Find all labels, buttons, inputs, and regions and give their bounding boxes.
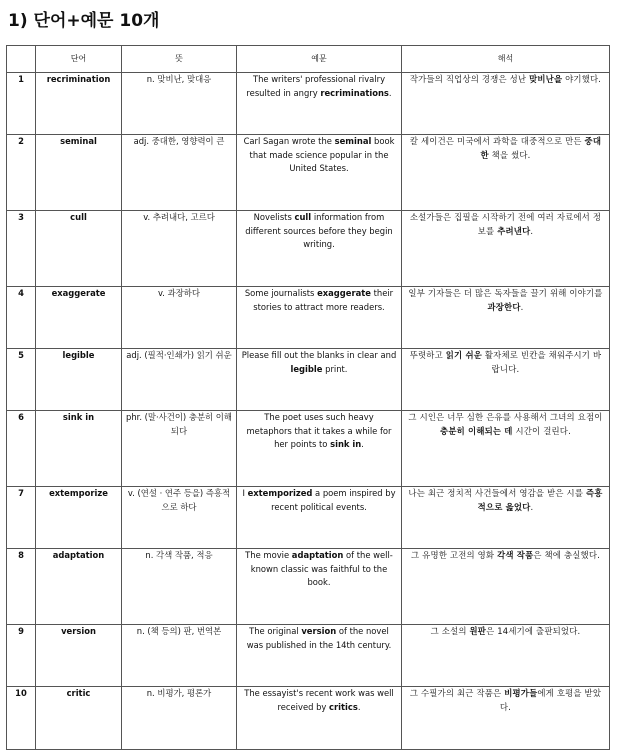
row-number: 9: [7, 625, 36, 687]
highlighted-term: 비평가들: [504, 688, 538, 698]
text-segment: 소설가들은 집필을 시작하기 전에 여러 자료에서 정보를: [409, 212, 602, 236]
text-segment: Novelists: [253, 212, 295, 222]
highlighted-term: recriminations: [320, 87, 389, 98]
highlighted-term: 충분히 이해되는 데: [440, 425, 513, 436]
example-sentence: [237, 135, 402, 211]
highlighted-term: 중대한: [480, 136, 602, 160]
korean-translation: [402, 73, 610, 135]
word-meaning: n. (책 등의) 판, 번역본: [122, 625, 237, 687]
text-segment: 시간이 걸린다.: [512, 425, 571, 436]
text-segment: 그 소설의: [430, 626, 470, 636]
word-meaning: n. 비평가, 평론가: [122, 687, 237, 750]
header-number: [7, 46, 36, 73]
text-segment: 책을 썼다.: [488, 149, 531, 160]
word-meaning: phr. (말·사건이) 충분히 이해되다: [122, 411, 237, 487]
highlighted-term: 읽기 쉬운: [445, 350, 483, 360]
korean-translation: [402, 411, 610, 487]
vocab-word: adaptation: [36, 549, 122, 625]
text-segment: The writers' professional rivalry resulted in angry: [246, 74, 386, 98]
table-row: [7, 135, 610, 211]
word-meaning: v. 추려내다, 고르다: [122, 211, 237, 287]
row-number: 1: [7, 73, 36, 135]
highlighted-term: 즉흥적으로 읊었다: [477, 488, 603, 512]
text-segment: 칼 세이건은 미국에서 과학을 대중적으로 만든: [409, 136, 585, 146]
example-sentence: [237, 487, 402, 549]
table-row: [7, 349, 610, 411]
text-segment: .: [357, 701, 361, 712]
highlighted-term: 과장한다: [487, 301, 521, 312]
text-segment: of the novel was published in the 14th century.: [246, 626, 392, 650]
vocab-word: cull: [36, 211, 122, 287]
example-sentence: [237, 287, 402, 349]
table-header-row: [7, 46, 610, 73]
vocab-word: version: [36, 625, 122, 687]
korean-translation: [402, 625, 610, 687]
highlighted-term: 원판: [469, 626, 487, 636]
vocab-word: critic: [36, 687, 122, 750]
text-segment: Some journalists: [244, 288, 318, 298]
row-number: 8: [7, 549, 36, 625]
row-number: 2: [7, 135, 36, 211]
example-sentence: [237, 73, 402, 135]
header-word: 단어: [36, 46, 122, 73]
table-row: [7, 549, 610, 625]
row-number: 4: [7, 287, 36, 349]
word-meaning: n. 맞비난, 맞대응: [122, 73, 237, 135]
highlighted-term: 추려낸다: [497, 225, 531, 236]
header-translation: 해석: [402, 46, 610, 73]
text-segment: 야기했다.: [562, 74, 602, 84]
korean-translation: [402, 211, 610, 287]
example-sentence: [237, 687, 402, 750]
vocabulary-table: [6, 45, 610, 750]
text-segment: 활자체로 빈칸을 채워주시기 바랍니다.: [482, 350, 602, 374]
text-segment: .: [530, 225, 534, 236]
vocab-word: seminal: [36, 135, 122, 211]
header-meaning: 뜻: [122, 46, 237, 73]
highlighted-term: extemporized: [247, 488, 313, 498]
word-meaning: adj. (필적·인쇄가) 읽기 쉬운: [122, 349, 237, 411]
vocab-word: legible: [36, 349, 122, 411]
text-segment: their stories to attract more readers.: [253, 288, 394, 312]
table-row: [7, 687, 610, 750]
word-meaning: n. 각색 작품, 적응: [122, 549, 237, 625]
text-segment: book that made science popular in the United States.: [249, 136, 395, 173]
text-segment: 은 14세기에 출판되었다.: [486, 626, 581, 636]
text-segment: 나는 최근 정치적 사건들에서 영감을 받은 시를: [408, 488, 586, 498]
text-segment: print.: [322, 363, 348, 374]
text-segment: .: [520, 301, 524, 312]
korean-translation: [402, 487, 610, 549]
korean-translation: [402, 135, 610, 211]
text-segment: information from different sources before they begin writing.: [245, 212, 393, 249]
table-row: [7, 411, 610, 487]
example-sentence: [237, 625, 402, 687]
text-segment: The movie: [245, 550, 292, 560]
highlighted-term: critics: [329, 701, 358, 712]
text-segment: .: [530, 501, 534, 512]
table-row: [7, 211, 610, 287]
text-segment: 그 수필가의 최근 작품은: [409, 688, 505, 698]
example-sentence: [237, 549, 402, 625]
vocab-word: extemporize: [36, 487, 122, 549]
word-meaning: adj. 중대한, 영향력이 큰: [122, 135, 237, 211]
example-sentence: [237, 211, 402, 287]
vocab-word: recrimination: [36, 73, 122, 135]
table-row: [7, 73, 610, 135]
text-segment: 은 책에 충실했다.: [533, 550, 600, 560]
example-sentence: [237, 349, 402, 411]
text-segment: of the well-known classic was faithful to the book.: [250, 550, 393, 587]
highlighted-term: legible: [290, 363, 323, 374]
highlighted-term: sink in: [330, 439, 362, 449]
text-segment: 에게 호평을 받았다.: [499, 688, 602, 712]
highlighted-term: exaggerate: [317, 288, 371, 298]
row-number: 5: [7, 349, 36, 411]
text-segment: a poem inspired by recent political events.: [271, 488, 396, 512]
text-segment: The essayist's recent work was well received by: [244, 688, 394, 712]
text-segment: .: [388, 87, 392, 98]
vocab-word: exaggerate: [36, 287, 122, 349]
korean-translation: [402, 687, 610, 750]
text-segment: The original: [249, 626, 302, 636]
text-segment: 그 유명한 고전의 영화: [411, 550, 498, 560]
highlighted-term: 각색 작품: [497, 550, 534, 560]
page-title: 1) 단어+예문 10개: [8, 11, 160, 31]
korean-translation: [402, 349, 610, 411]
vocab-word: sink in: [36, 411, 122, 487]
highlighted-term: adaptation: [291, 550, 344, 560]
header-example: 예문: [237, 46, 402, 73]
text-segment: 그 시인은 너무 심한 은유를 사용해서 그녀의 요점이: [408, 412, 603, 422]
row-number: 7: [7, 487, 36, 549]
table-row: [7, 625, 610, 687]
row-number: 6: [7, 411, 36, 487]
highlighted-term: seminal: [334, 136, 372, 146]
text-segment: Please fill out the blanks in clear and: [241, 350, 397, 360]
text-segment: I: [242, 488, 248, 498]
text-segment: 작가들의 직업상의 경쟁은 성난: [409, 74, 530, 84]
text-segment: 일부 기자들은 더 많은 독자들을 끌기 위해 이야기를: [408, 288, 603, 298]
table-row: [7, 487, 610, 549]
highlighted-term: cull: [294, 212, 312, 222]
example-sentence: [237, 411, 402, 487]
word-meaning: v. 과장하다: [122, 287, 237, 349]
text-segment: Carl Sagan wrote the: [243, 136, 335, 146]
row-number: 10: [7, 687, 36, 750]
text-segment: The poet uses such heavy metaphors that it takes a while for her points to: [246, 412, 392, 449]
table-row: [7, 287, 610, 349]
korean-translation: [402, 549, 610, 625]
highlighted-term: 맞비난을: [529, 74, 563, 84]
row-number: 3: [7, 211, 36, 287]
word-meaning: v. (연설 · 연주 등을) 즉흥적으로 하다: [122, 487, 237, 549]
highlighted-term: version: [301, 626, 337, 636]
text-segment: .: [361, 439, 364, 449]
text-segment: 뚜렷하고: [409, 350, 446, 360]
korean-translation: [402, 287, 610, 349]
